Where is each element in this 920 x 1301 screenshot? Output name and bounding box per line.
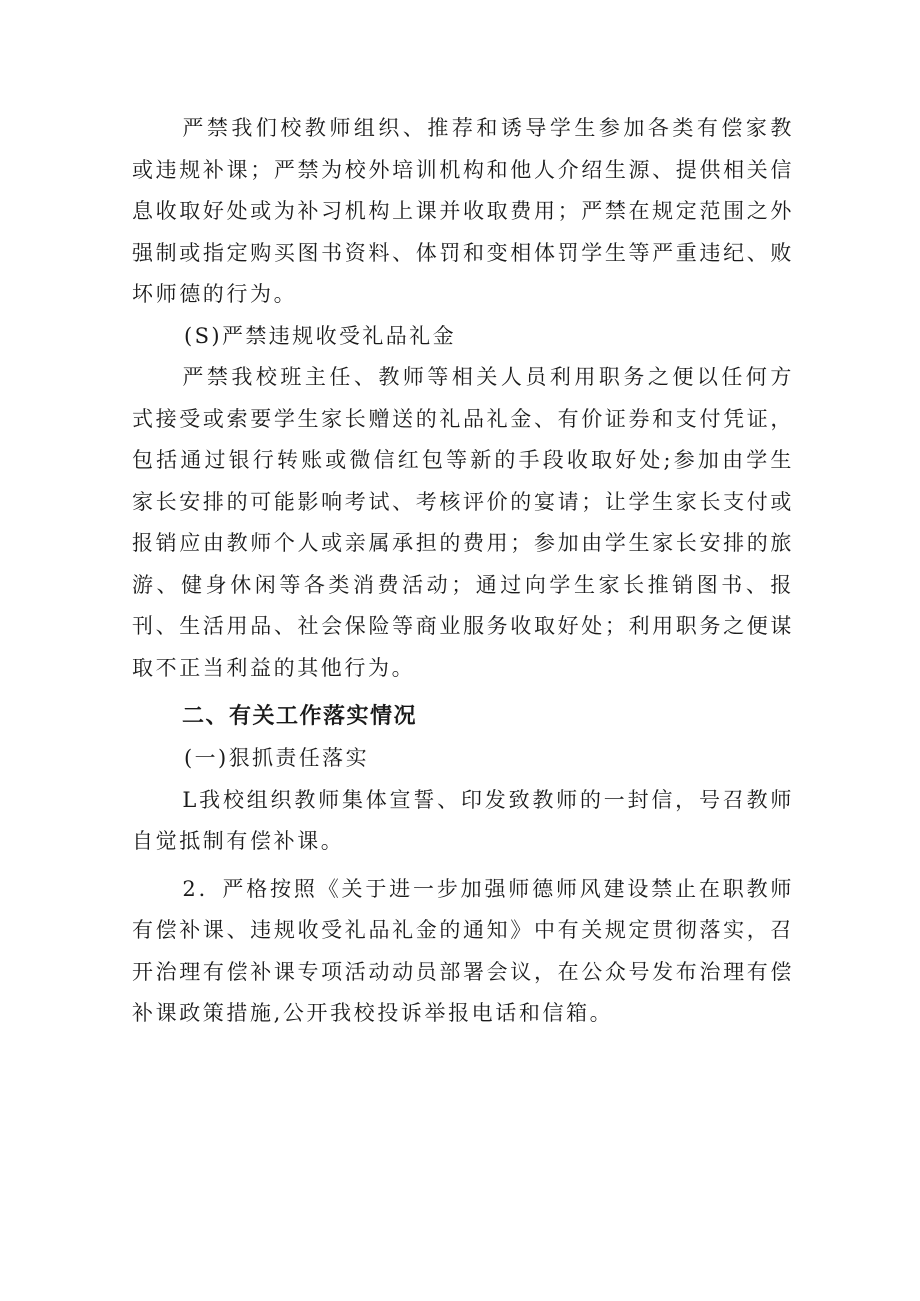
subheading-responsibility: (一)狠抓责任落实 (184, 746, 369, 770)
paragraph-item-2: 2．严格按照《关于进一步加强师德师风建设禁止在职教师有偿补课、违规收受礼品礼金的通知》中有关规定贯彻落实，召开治理有偿补课专项活动动员部署会议，在公众号发布治理有偿补课政策措施,公开我校投诉举报电话和信箱。 (132, 876, 794, 1025)
paragraph-prohibition-gifts: 严禁我校班主任、教师等相关人员利用职务之便以任何方式接受或索要学生家长赠送的礼品礼金、有价证券和支付凭证，包括通过银行转账或微信红包等新的手段收取好处;参加由学生家长安排的可能影响考试、考核评价的宴请；让学生家长支付或报销应由教师个人或亲属承担的费用；参加由学生家长安排的旅游、健身休闲等各类消费活动；通过向学生家长推销图书、报刊、生活用品、社会保险等商业服务收取好处；利用职务之便谋取不正当利益的其他行为。 (132, 365, 794, 680)
section-heading-implementation: 二、有关工作落实情况 (182, 704, 418, 729)
paragraph-prohibition-tutoring: 严禁我们校教师组织、推荐和诱导学生参加各类有偿家教或违规补课；严禁为校外培训机构和他人介绍生源、提供相关信息收取好处或为补习机构上课并收取费用；严禁在规定范围之外强制或指定购买图书资料、体罚和变相体罚学生等严重违纪、败坏师德的行为。 (132, 116, 794, 306)
subheading-gifts: (S)严禁违规收受礼品礼金 (184, 323, 456, 348)
paragraph-item-1: L我校组织教师集体宣誓、印发致教师的一封信，号召教师自觉抵制有偿补课。 (132, 787, 794, 853)
